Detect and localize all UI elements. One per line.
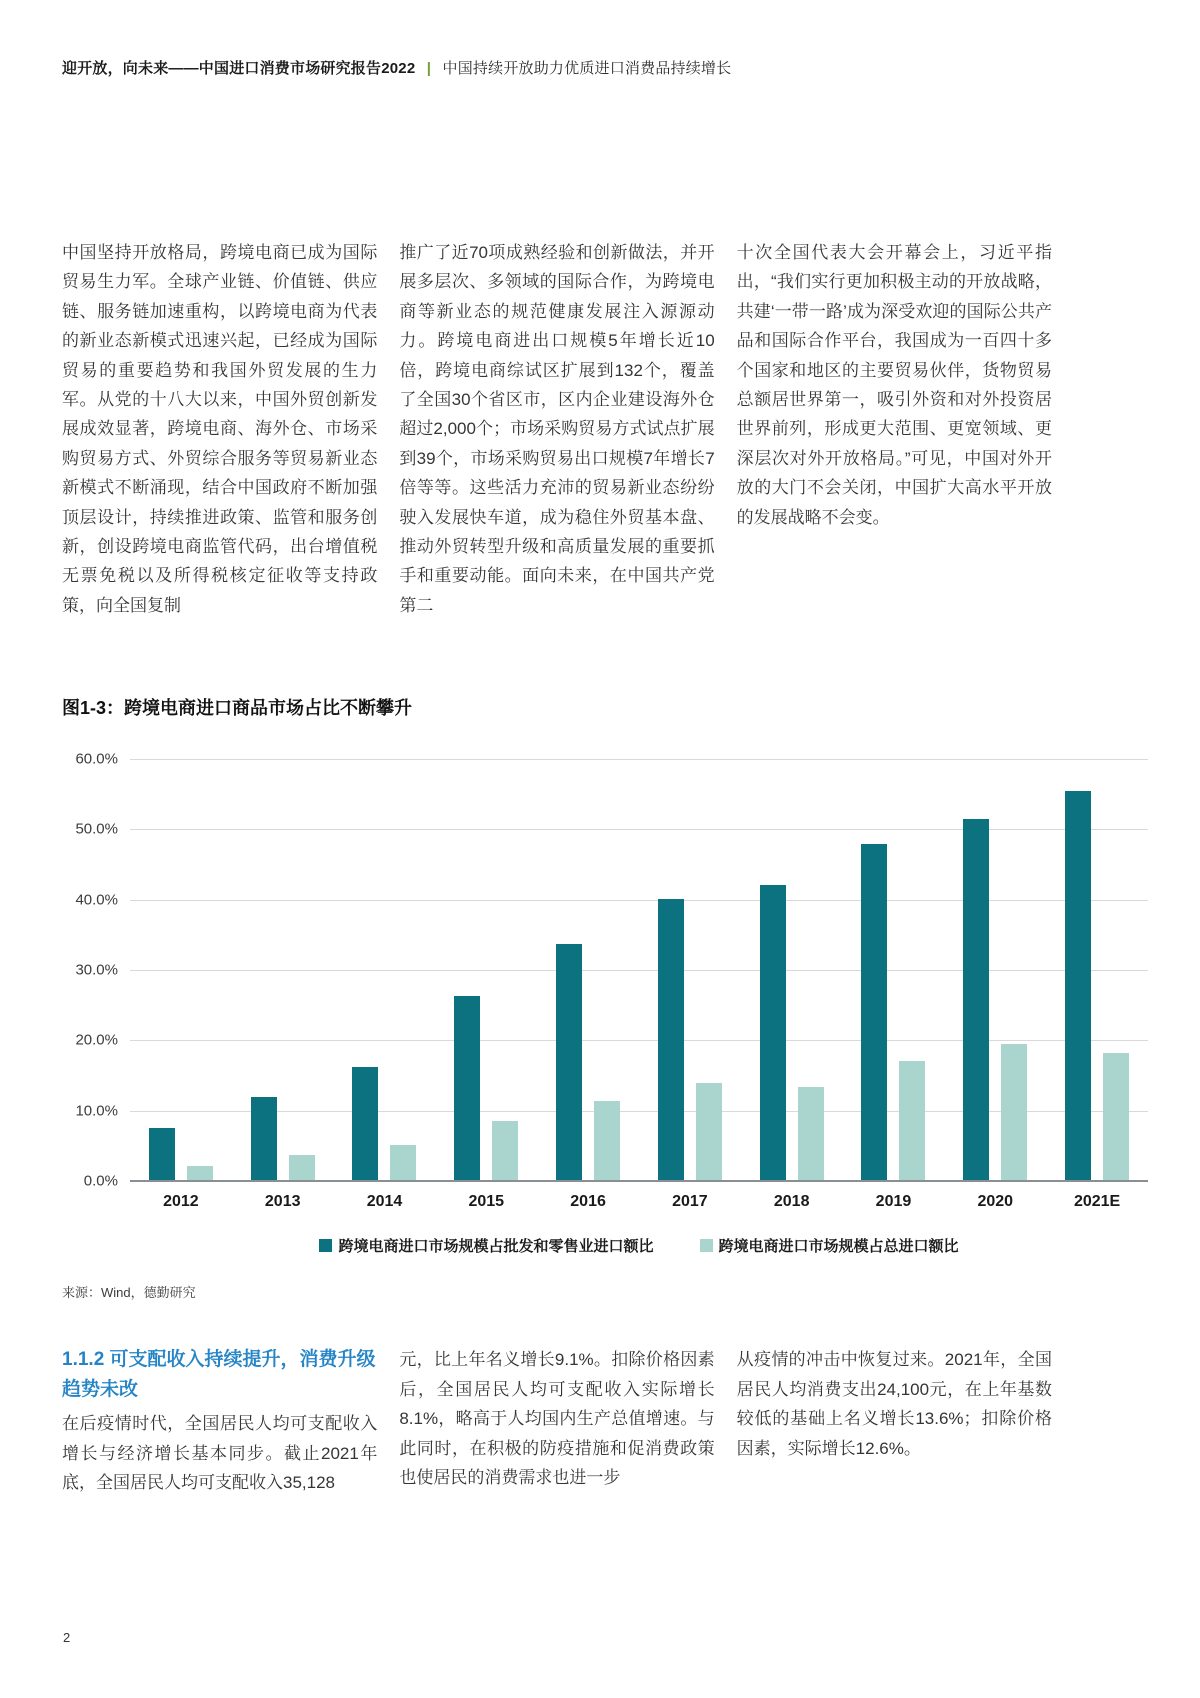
chart-legend: [130, 1235, 1148, 1256]
intro-column-1: 中国坚持开放格局，跨境电商已成为国际贸易生力军。全球产业链、价值链、供应链、服务链加速重构，以跨境电商为代表的新业态新模式迅速兴起，已经成为国际贸易的重要趋势和我国外贸发展的生力军。从党的十八大以来，中国外贸创新发展成效显著，跨境电商、海外仓、市场采购贸易方式、外贸综合服务等贸易新业态新模式不断涌现，结合中国政府不断加强顶层设计，持续推进政策、监管和服务创新，创设跨境电商监管代码，出台增值税无票免税以及所得税核定征收等支持政策，向全国复制: [62, 243, 378, 615]
bar: [289, 1155, 315, 1181]
x-tick-label: 2021E: [1073, 1193, 1121, 1211]
chart-y-axis-labels: [62, 750, 118, 1190]
bar-group: [537, 759, 639, 1181]
bar-group: [639, 759, 741, 1181]
bar-group: [843, 759, 945, 1181]
bar: [798, 1087, 824, 1181]
chapter-title: 中国持续开放助力优质进口消费品持续增长: [442, 60, 732, 77]
bar-group: [232, 759, 334, 1181]
y-tick-label: 50.0%: [75, 820, 118, 838]
figure-title: 图1-3：跨境电商进口商品市场占比不断攀升: [62, 698, 413, 719]
chart-x-axis-labels: [130, 1193, 1148, 1211]
section-column-1-text: 在后疫情时代，全国居民人均可支配收入增长与经济增长基本同步。截止2021年底，全国居民人均可支配收入35,128: [62, 1414, 378, 1493]
y-tick-label: 30.0%: [75, 961, 118, 979]
x-tick-label: 2016: [570, 1193, 606, 1211]
section-column-3: 从疫情的冲击中恢复过来。2021年，全国居民人均消费支出24,100元，在上年基数较低的基础上名义增长13.6%；扣除价格因素，实际增长12.6%。: [736, 1350, 1052, 1458]
section-heading: 1.1.2 可支配收入持续提升，消费升级趋势未改: [62, 1349, 376, 1401]
bar: [454, 996, 480, 1182]
x-tick-label: 2014: [366, 1193, 403, 1211]
y-tick-label: 0.0%: [83, 1172, 118, 1190]
bar-group: [435, 759, 537, 1181]
section-column-2: 元，比上年名义增长9.1%。扣除价格因素后，全国居民人均可支配收入实际增长8.1%，略高于人均国内生产总值增速。与此同时，在积极的防疫措施和促消费政策也使居民的消费需求也进一步: [399, 1350, 715, 1487]
bar: [861, 844, 887, 1181]
bar: [1103, 1053, 1129, 1181]
bar: [187, 1166, 213, 1181]
bar-group: [1046, 759, 1148, 1181]
chart-x-axis-line: [130, 1180, 1148, 1182]
legend-label: 跨境电商进口市场规模占总进口额比: [718, 1238, 959, 1256]
page-header: [62, 58, 1148, 80]
legend-item: [319, 1235, 653, 1256]
legend-label: 跨境电商进口市场规模占批发和零售业进口额比: [338, 1238, 654, 1256]
intro-column-3: 十次全国代表大会开幕会上，习近平指出，“我们实行更加积极主动的开放战略，共建‘一带一路’成为深受欢迎的国际公共产品和国际合作平台，我国成为一百四十多个国家和地区的主要贸易伙伴，货物贸易总额居世界第一，吸引外资和对外投资居世界前列，形成更大范围、更宽领域、更深层次对外开放格局。”可见，中国对外开放的大门不会关闭，中国扩大高水平开放的发展战略不会变。: [736, 243, 1052, 527]
report-title: 迎开放，向未来——中国进口消费市场研究报告2022: [62, 60, 416, 77]
header-separator: |: [426, 60, 432, 77]
bar: [149, 1128, 175, 1181]
x-tick-label: 2019: [875, 1193, 912, 1211]
section-text-columns: [62, 1345, 1052, 1497]
bar: [658, 899, 684, 1182]
y-tick-label: 40.0%: [75, 891, 118, 909]
figure-source: 来源：Wind，德勤研究: [62, 1285, 196, 1301]
x-tick-label: 2018: [773, 1193, 810, 1211]
chart-plot: [130, 759, 1148, 1181]
legend-swatch: [700, 1239, 713, 1252]
bar: [1065, 791, 1091, 1181]
legend-item: [700, 1235, 959, 1256]
bar: [696, 1083, 722, 1181]
bar: [1001, 1044, 1027, 1181]
bar-group: [741, 759, 843, 1181]
bar: [352, 1067, 378, 1182]
bar: [963, 819, 989, 1181]
x-tick-label: 2015: [468, 1193, 505, 1211]
bar: [556, 944, 582, 1182]
bar: [492, 1121, 518, 1181]
x-tick-label: 2017: [672, 1193, 708, 1211]
intro-column-2: 推广了近70项成熟经验和创新做法，并开展多层次、多领域的国际合作，为跨境电商等新业态的规范健康发展注入源源动力。跨境电商进出口规模5年增长近10倍，跨境电商综试区扩展到132个，覆盖了全国30个省区市，区内企业建设海外仓超过2,000个；市场采购贸易方式试点扩展到39个，市场采购贸易出口规模7年增长7倍等等。这些活力充沛的贸易新业态纷纷驶入发展快车道，成为稳住外贸基本盘、推动外贸转型升级和高质量发展的重要抓手和重要动能。面向未来，在中国共产党第二: [399, 243, 715, 615]
intro-text-columns: [62, 238, 1052, 620]
bar: [594, 1101, 620, 1181]
y-tick-label: 60.0%: [75, 750, 118, 768]
x-tick-label: 2013: [264, 1193, 301, 1211]
bar-group: [334, 759, 436, 1181]
bar: [390, 1145, 416, 1182]
chart-bar-groups: [130, 759, 1148, 1181]
bar-group: [944, 759, 1046, 1181]
y-tick-label: 20.0%: [75, 1031, 118, 1049]
bar-chart: [62, 750, 1148, 1256]
bar: [899, 1061, 925, 1181]
x-tick-label: 2020: [977, 1193, 1014, 1211]
legend-swatch: [319, 1239, 332, 1252]
section-column-1: [62, 1345, 377, 1497]
x-tick-label: 2012: [163, 1193, 199, 1211]
bar-group: [130, 759, 232, 1181]
y-tick-label: 10.0%: [75, 1102, 118, 1120]
bar: [760, 885, 786, 1181]
page-number: 2: [63, 1630, 71, 1645]
bar: [251, 1097, 277, 1181]
